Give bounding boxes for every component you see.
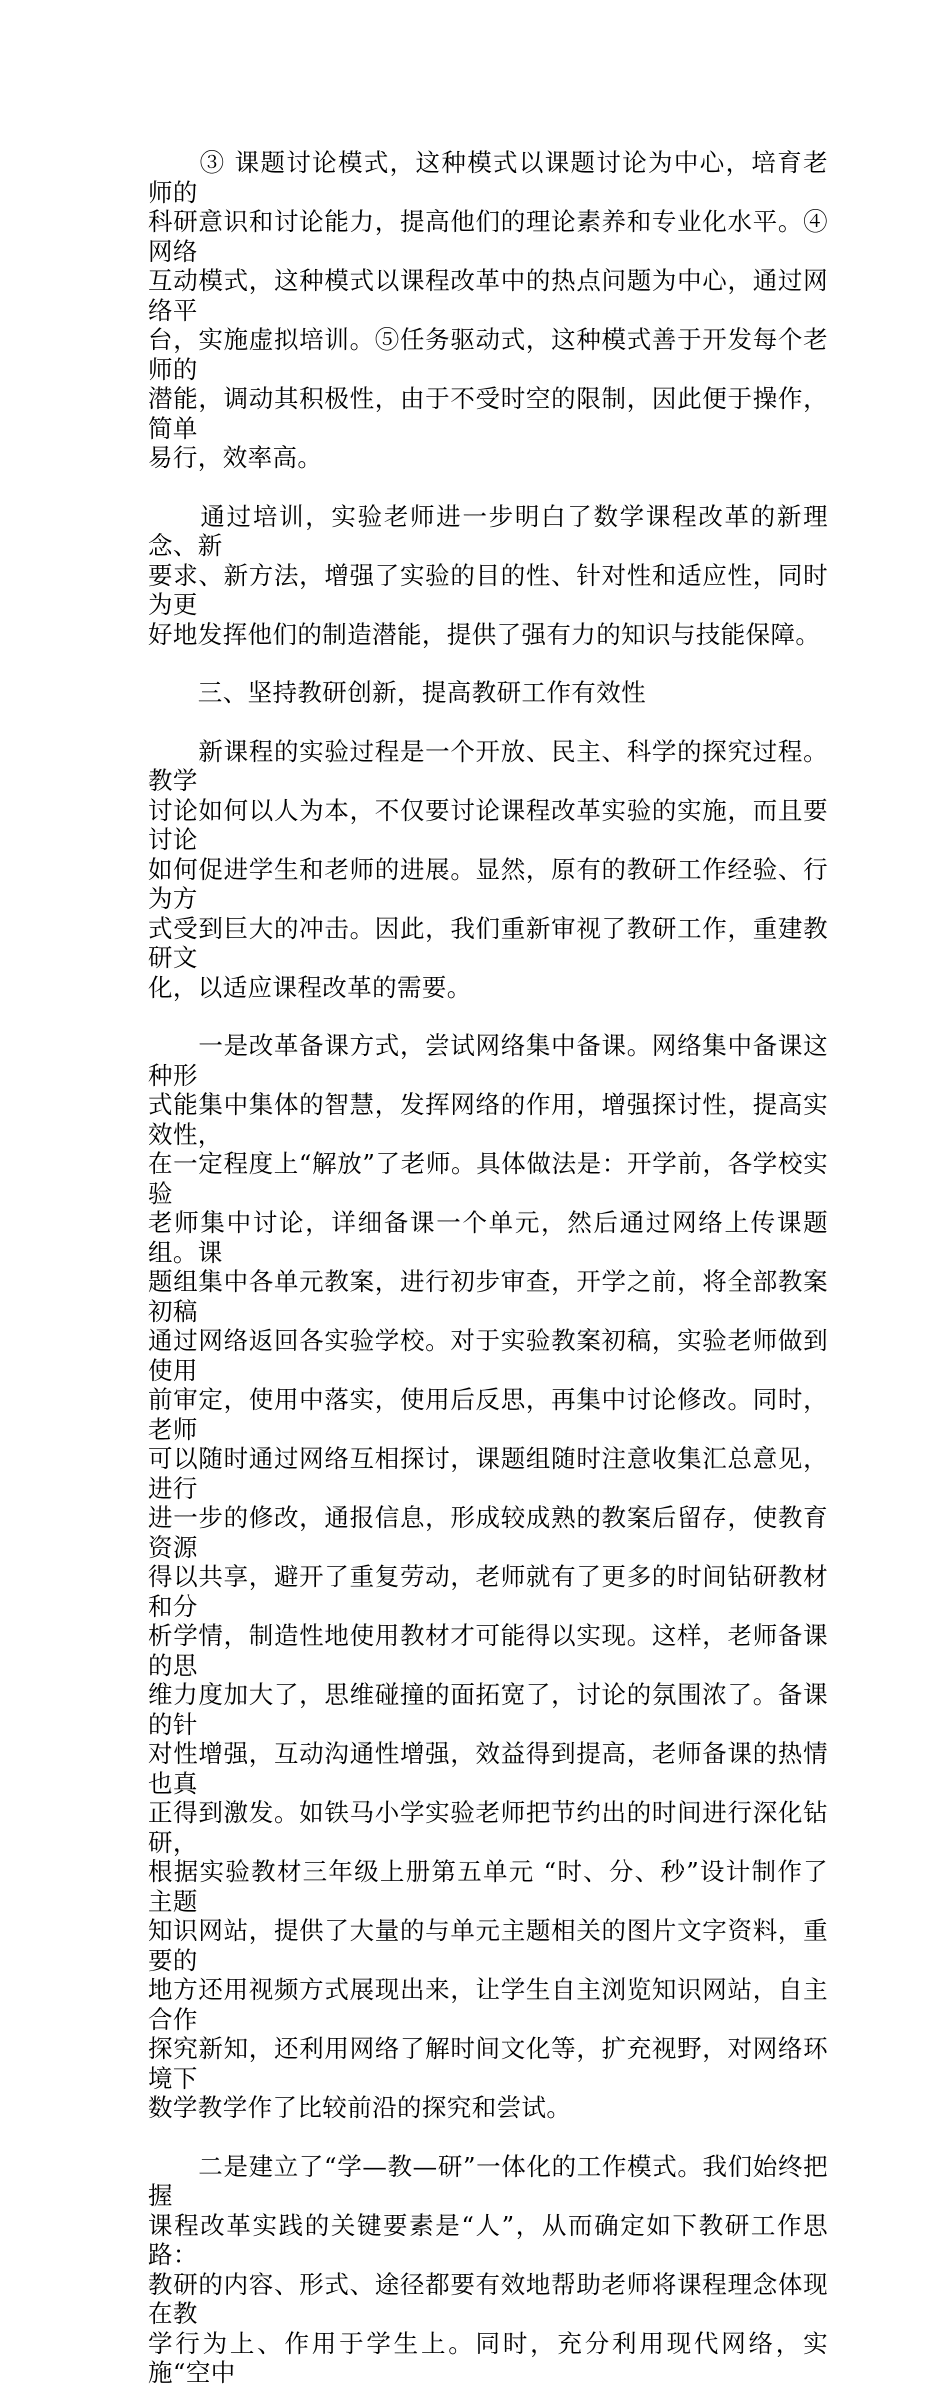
paragraph-learn-teach-research-model: 二是建立了“学—教—研”一体化的工作模式。我们始终把握 课程改革实践的关键要素是“人”，从而确定如下教研工作思路： 教研的内容、形式、途径都要有效地帮助老师将课程理念体现在教 学行为上、作用于学生上。同时，充分利用现代网络，实施“空中 xyxy=(148,2151,828,2387)
paragraph-new-curriculum-process: 新课程的实验过程是一个开放、民主、科学的探究过程。教学 讨论如何以人为本，不仅要讨论课程改革实验的实施，而且要讨论 如何促进学生和老师的进展。显然，原有的教研工作经验、行为方 式受到巨大的冲击。因此，我们重新审视了教研工作，重建教研文 化，以适应课程改革的需要。 xyxy=(148,736,828,1002)
paragraph-network-lesson-prep: 一是改革备课方式，尝试网络集中备课。网络集中备课这种形 式能集中集体的智慧，发挥网络的作用，增强探讨性，提高实效性， 在一定程度上“解放”了老师。具体做法是：开学前，各学校实验 老师集中讨论，详细备课一个单元，然后通过网络上传课题组。课 题组集中各单元教案，进行初步审查，开学之前，将全部教案初稿 通过网络返回各实验学校。对于实验教案初稿，实验老师做到使用 前审定，使用中落实，使用后反思，再集中讨论修改。同时，老师 可以随时通过网络互相探讨，课题组随时注意收集汇总意见，进行 进一步的修改，通报信息，形成较成熟的教案后留存，使教育资源 得以共享，避开了重复劳动，老师就有了更多的时间钻研教材和分 析学情，制造性地使用教材才可能得以实现。这样，老师备课的思 维力度加大了，思维碰撞的面拓宽了，讨论的氛围浓了。备课的针 对性增强，互动沟通性增强，效益得到提高，老师备课的热情也真 正得到激发。如铁马小学实验老师把节约出的时间进行深化钻研， 根据实验教材三年级上册第五单元 “时、分、秒”设计制作了主题 知识网站，提供了大量的与单元主题相关的图片文字资料，重要的 地方还用视频方式展现出来，让学生自主浏览知识网站，自主合作 探究新知，还利用网络了解时间文化等，扩充视野，对网络环境下 数学教学作了比较前沿的探究和尝试。 xyxy=(148,1031,828,2122)
paragraph-training-modes: ③ 课题讨论模式，这种模式以课题讨论为中心，培育老师的 科研意识和讨论能力，提高他们的理论素养和专业化水平。④网络 互动模式，这种模式以课程改革中的热点问题为中心，通过网络平 台，实施虚拟培训。⑤任务驱动式，这种模式善于开发每个老师的 潜能，调动其积极性，由于不受时空的限制，因此便于操作，简单 易行，效率高。 xyxy=(148,148,828,472)
document-body xyxy=(148,148,828,2388)
section-heading-teaching-research-innovation: 三、坚持教研创新，提高教研工作有效性 xyxy=(148,678,646,707)
paragraph-training-results: 通过培训，实验老师进一步明白了数学课程改革的新理念、新 要求、新方法，增强了实验的目的性、针对性和适应性，同时为更 好地发挥他们的制造潜能，提供了强有力的知识与技能保障。 xyxy=(148,501,828,649)
